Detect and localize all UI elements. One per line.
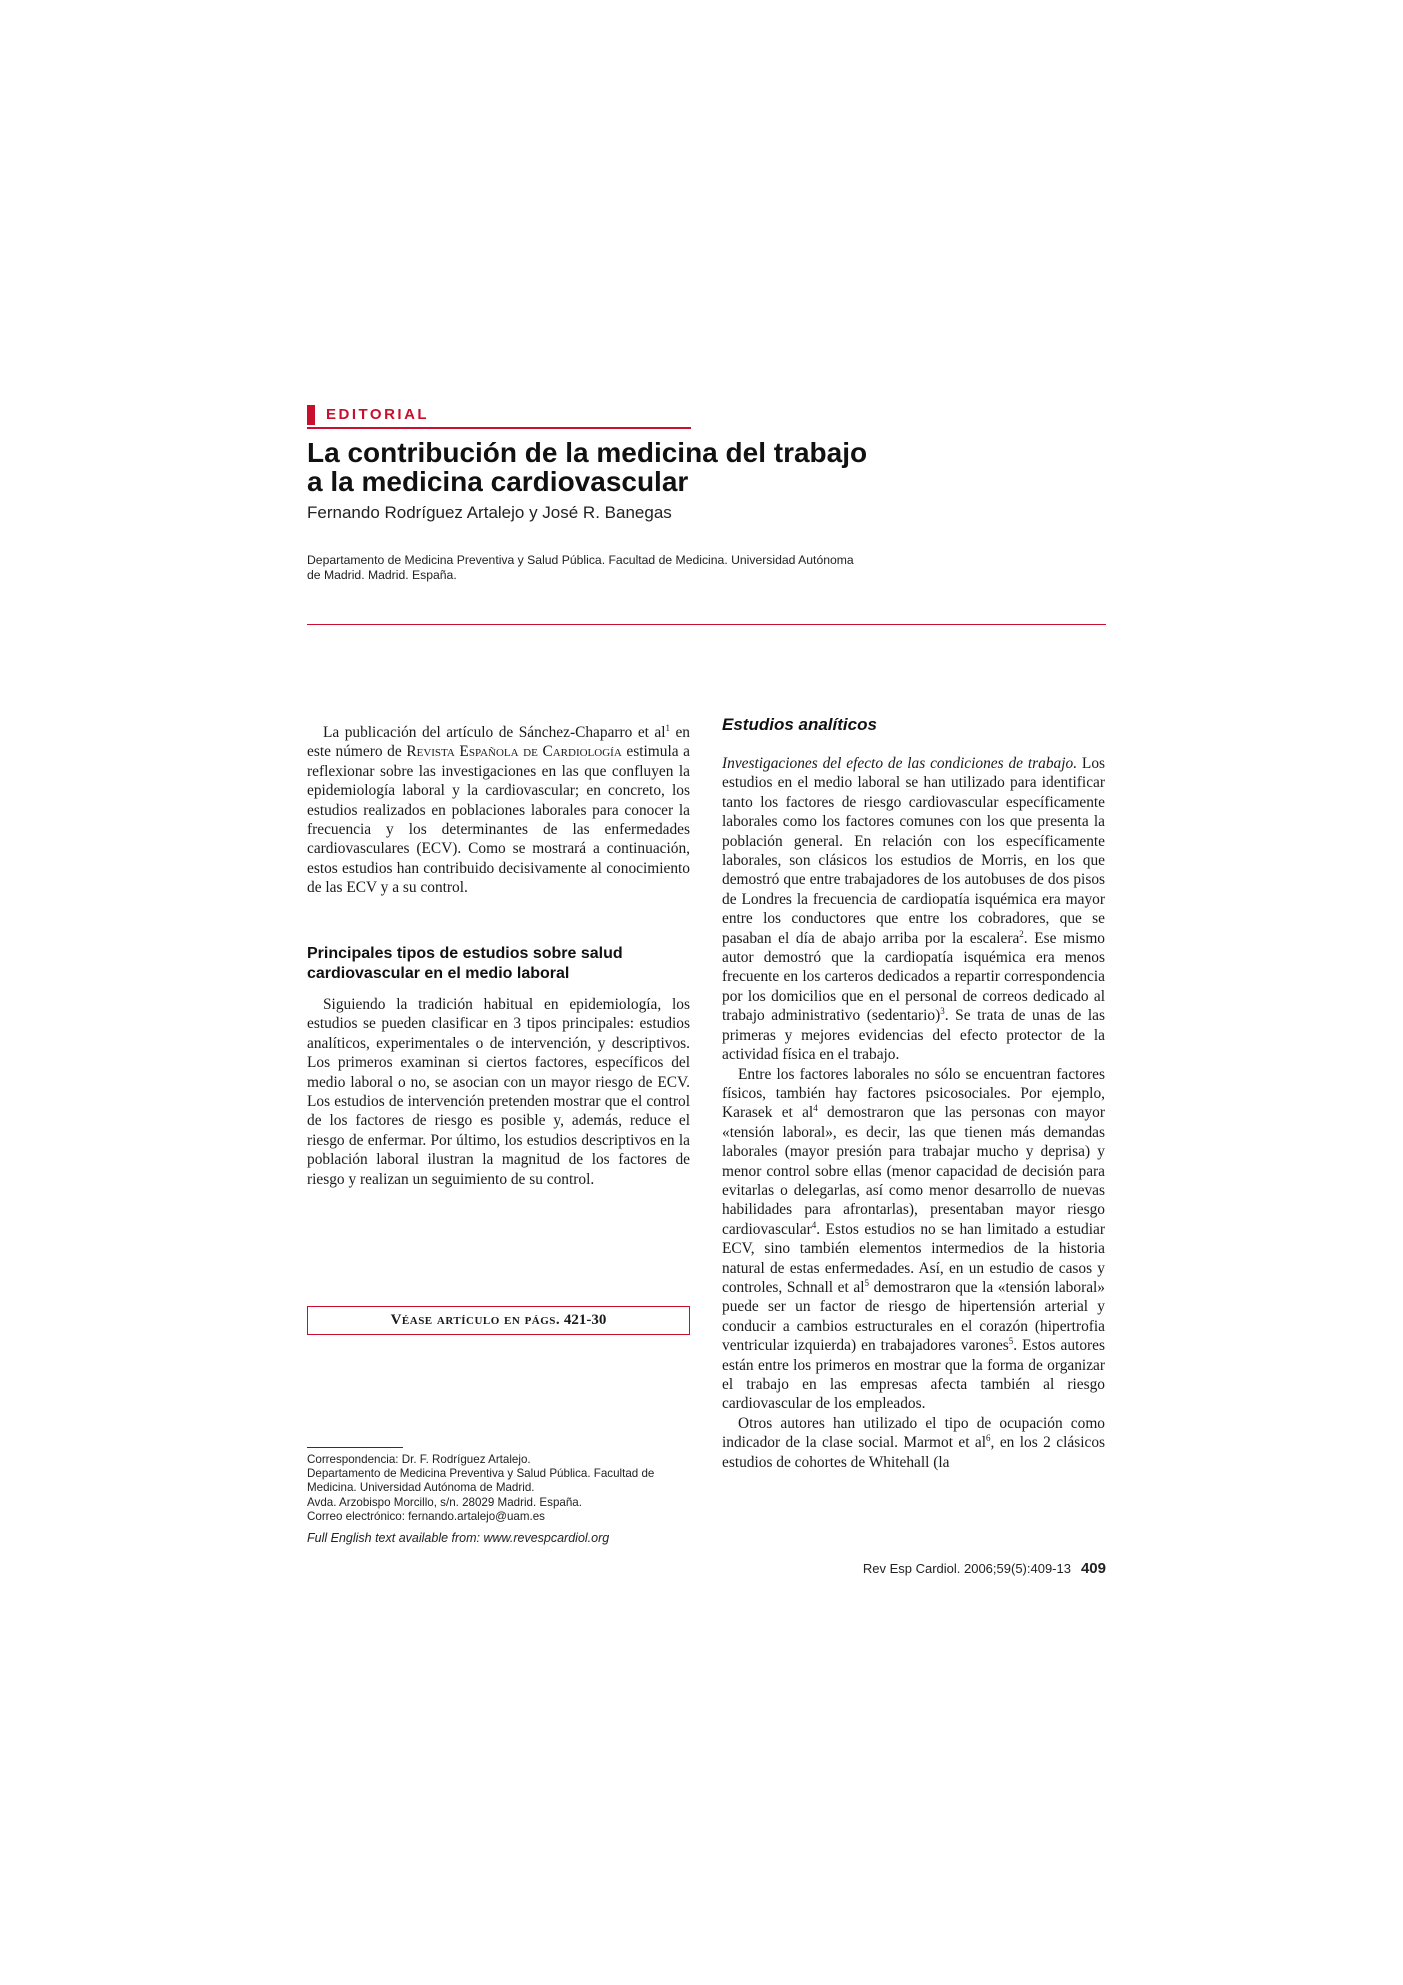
affiliation: [307, 553, 1007, 583]
running-footer: [850, 1560, 1106, 1577]
see-article-box: [307, 1306, 690, 1335]
footnote-line-1: Correspondencia: Dr. F. Rodríguez Artalejo.: [307, 1453, 531, 1466]
p1-text-b: . Ese mismo autor demostró que la cardiopatía isquémica era menos frecuente en los carteros dedicados a repartir correspondencia por los domicilios que en el personal de correos dedicado al trabajo administrativo (sedentario): [722, 929, 1105, 1025]
subheading-study-types: [307, 944, 690, 983]
title-line-2: a la medicina cardiovascular: [307, 466, 689, 497]
ref-3: 3: [940, 1006, 945, 1017]
p2-text-e: . Estos autores están entre los primeros en mostrar que la forma de organizar el trabajo en las empresas afecta también al riesgo cardiovascular de los empleados.: [722, 1337, 1105, 1413]
article-title: [307, 438, 1087, 496]
p3-text-b: , en los 2 clásicos estudios de cohortes de Whitehall (la: [722, 1434, 1105, 1471]
subheading-line-2: cardiovascular en el medio laboral: [307, 964, 570, 982]
p2-text-b: demostraron que las personas con mayor «tensión laboral», es decir, las que tienen más demandas laborales (mayor presión para trabajar mucho y deprisa) y menor control sobre ellas (menor capacidad de decisión para evitarlas o delegarlas, así como menor desarrollo de nuevas habilidades para afrontarlas), presentaban mayor riesgo cardiovascular: [722, 1104, 1105, 1238]
section-label: EDITORIAL: [326, 406, 430, 423]
paragraph-lead: Investigaciones del efecto de las condiciones de trabajo.: [722, 755, 1078, 772]
section-rule: [307, 427, 691, 429]
authors: Fernando Rodríguez Artalejo y José R. Banegas: [307, 503, 672, 522]
page-number: 409: [1080, 1560, 1106, 1577]
intro-text-a: La publicación del artículo de Sánchez-Chaparro et al: [323, 724, 666, 741]
ref-5b: 5: [1008, 1336, 1014, 1347]
subheading-analytic-studies: Estudios analíticos: [722, 715, 877, 734]
ref-6: 6: [986, 1433, 991, 1444]
intro-text-b: en este número de: [307, 724, 690, 761]
see-article-pages: 421-30: [560, 1312, 607, 1328]
right-column: [722, 754, 1105, 1472]
section-tag: [307, 405, 691, 425]
footnote-line-2: Departamento de Medicina Preventiva y Salud Pública. Facultad de: [307, 1467, 655, 1481]
ref-2: 2: [1019, 928, 1024, 939]
footnote-email: Correo electrónico: fernando.artalejo@uam.es: [307, 1509, 545, 1523]
p3-text-a: Otros autores han utilizado el tipo de ocupación como indicador de la clase social. Marmot et al: [722, 1414, 1105, 1452]
p1-text-a: Los estudios en el medio laboral se han utilizado para identificar tanto los factores de riesgo cardiovascular específicamente laborales como los factores comunes con los que presenta la población general. En relación con los específicamente laborales, son clásicos los estudios de Morris, en los que demostró que entre trabajadores de los autobuses de dos pisos de Londres la frecuencia de cardiopatía isquémica era mayor entre los conductores que entre los cobradores, que se pasaban el día de abajo arriba por la escalera: [722, 755, 1106, 947]
section-marker: [307, 405, 315, 425]
see-article-prefix: Véase artículo en págs.: [390, 1312, 561, 1328]
correspondence-footnote: [307, 1453, 687, 1524]
ref-1: 1: [665, 722, 670, 733]
p2-text-c: . Estos estudios no se han limitado a estudiar ECV, sino también elementos intermedios de la historia natural de estas enfermedades. Así, en un estudio de casos y controles, Schnall et al: [722, 1220, 1105, 1296]
ref-4: 4: [813, 1103, 818, 1114]
study-types-paragraph: Siguiendo la tradición habitual en epidemiología, los estudios se pueden clasificar en 3 tipos principales: estudios analíticos, experimentales o de intervención, y descriptivos. Los primeros examinan si ciertos factores, específicos del medio laboral o no, se asocian con un mayor riesgo de ECV. Los estudios de intervención pretenden mostrar que el control de los factores de riesgo es posible y, además, reduce el riesgo de enfermar. Por último, los estudios descriptivos en la población laboral ilustran la magnitud de los factores de riesgo y realizan un seguimiento de su control.: [307, 996, 690, 1188]
left-column-intro: [307, 723, 690, 898]
journal-name: Revista Española de Cardiología: [406, 743, 622, 761]
affiliation-line-1: Departamento de Medicina Preventiva y Salud Pública. Facultad de Medicina. Universidad Autónoma: [307, 553, 854, 567]
title-line-1: La contribución de la medicina del trabajo: [307, 437, 868, 468]
intro-text-c: estimula a reflexionar sobre las investigaciones en las que confluyen la epidemiología laboral y la cardiovascular; en concreto, los estudios realizados en poblaciones laborales para conocer la frecuencia y los determinantes de las enfermedades cardiovasculares (ECV). Como se mostrará a continuación, estos estudios han contribuido decisivamente al conocimiento de las ECV y a su control.: [307, 743, 690, 897]
left-column-body: [307, 995, 690, 1189]
footnote-line-3: Medicina. Universidad Autónoma de Madrid.: [307, 1481, 535, 1495]
english-text-note: Full English text available from: www.revespcardiol.org: [307, 1531, 610, 1545]
social-class-paragraph: [722, 1414, 1105, 1472]
affiliation-line-2: de Madrid. Madrid. España.: [307, 568, 457, 582]
footnote-divider: [307, 1447, 403, 1448]
header-divider: [307, 624, 1106, 625]
p1-text-c: . Se trata de unas de las primeras y mejores evidencias del efecto protector de la actividad física en el trabajo.: [722, 1007, 1105, 1064]
p2-text-a: Entre los factores laborales no sólo se encuentran factores físicos, también hay factores psicosociales. Por ejemplo, Karasek et al: [722, 1065, 1105, 1122]
intro-paragraph: [307, 723, 690, 898]
psychosocial-paragraph: [722, 1065, 1105, 1414]
footnote-line-4: Avda. Arzobispo Morcillo, s/n. 28029 Madrid. España.: [307, 1495, 582, 1509]
p2-text-d: demostraron que la «tensión laboral» puede ser un factor de riesgo de hipertensión arterial y conducir a cambios estructurales en el corazón (hipertrofia ventricular izquierda) en trabajadores varones: [722, 1278, 1106, 1355]
ref-4b: 4: [811, 1219, 817, 1230]
journal-citation: Rev Esp Cardiol. 2006;59(5):409-13: [862, 1561, 1071, 1576]
ref-5: 5: [864, 1277, 870, 1288]
subheading-line-1: Principales tipos de estudios sobre salud: [307, 945, 623, 962]
work-conditions-paragraph: [722, 754, 1105, 1065]
